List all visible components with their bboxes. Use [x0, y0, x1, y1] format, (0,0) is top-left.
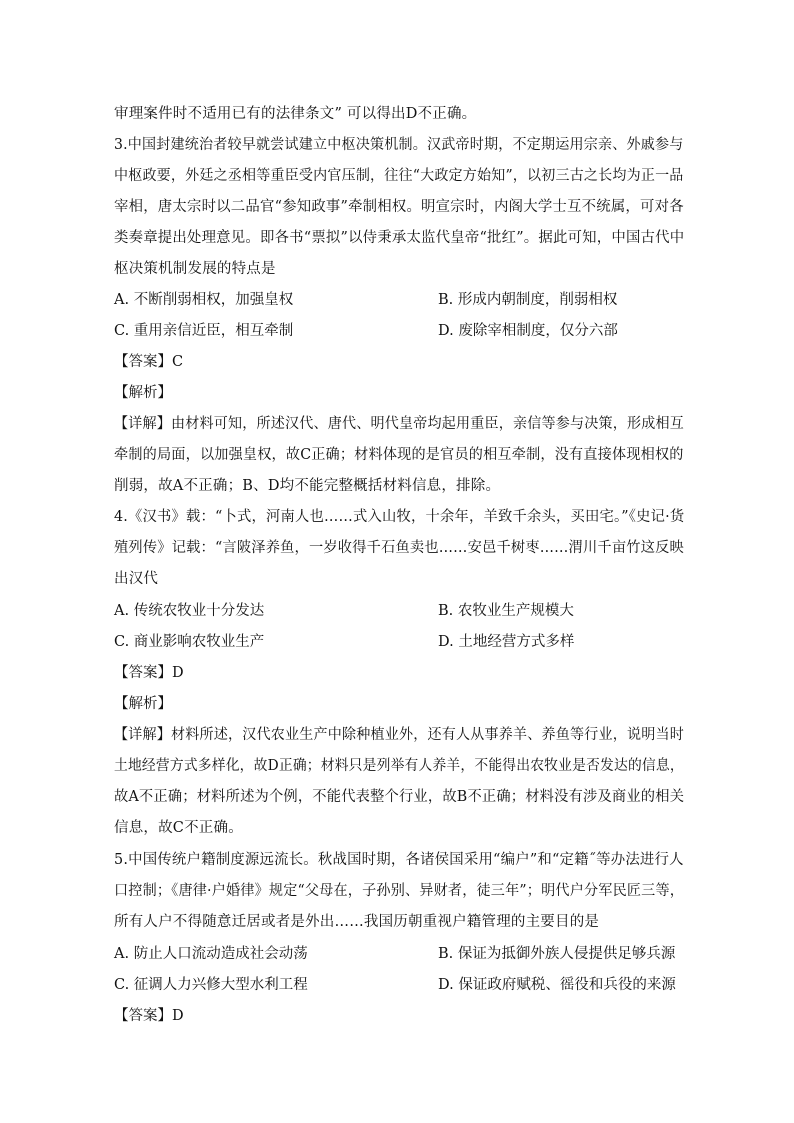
question-5-stem: 5.中国传统户籍制度源远流长。秋战国时期，各诸侯国采用“编户”和“定籍˝等办法进行人	[114, 852, 684, 868]
question-3-stem: 中枢政要，外廷之丞相等重臣受内官压制，往往“大政定方始知”，以初三古之长均为正一品	[114, 168, 684, 184]
question-3-stem: 宰相，唐太宗时以二品官“参知政事”牵制相权。明宣宗时，内阁大学士互不统属，可对各	[114, 199, 684, 215]
question-5-option-d: D. 保证政府赋税、徭役和兵役的来源	[438, 977, 676, 993]
question-5-option-a: A. 防止人口流动造成社会动荡	[114, 946, 308, 962]
question-3-stem: 枢决策机制发展的特点是	[114, 261, 276, 277]
question-5-stem: 所有人户不得随意迁居或者是外出……我国历朝重视户籍管理的主要目的是	[114, 914, 600, 930]
question-5-stem: 口控制；《唐律·户婚律》规定“父母在，子孙别、异财者，徒三年”；明代户分军民匠三等，	[114, 883, 685, 899]
question-5-option-b: B. 保证为抵御外族人侵提供足够兵源	[438, 946, 676, 962]
question-3-explanation: 削弱，故A不正确；B、D均不能完整概括材料信息，排除。	[114, 478, 501, 494]
question-3-explanation: 牵制的局面，以加强皇权，故C正确；材料体现的是官员的相互牵制，没有直接体现相权的	[114, 447, 684, 463]
question-4-analysis-heading: 【解析】	[114, 696, 172, 712]
question-5-option-c: C. 征调人力兴修大型水利工程	[114, 977, 308, 993]
question-3-option-a: A. 不断削弱相权，加强皇权	[114, 292, 294, 308]
question-3-stem: 3.中国封建统治者较早就尝试建立中枢决策机制。汉武帝时期，不定期运用宗亲、外戚参与	[114, 137, 684, 153]
text-line: 审理案件时不适用已有的法律条文” 可以得出D不正确。	[114, 106, 477, 122]
question-4-explanation: 【详解】材料所述，汉代农业生产中除种植业外，还有人从事养羊、养鱼等行业，说明当时	[114, 727, 685, 743]
question-5-answer: 【答案】D	[114, 1008, 184, 1024]
question-3-option-c: C. 重用亲信近臣，相互牵制	[114, 323, 294, 339]
question-4-option-d: D. 土地经营方式多样	[438, 634, 575, 650]
question-3-analysis-heading: 【解析】	[114, 385, 172, 401]
question-3-option-d: D. 废除宰相制度，仅分六部	[438, 323, 618, 339]
question-3-answer: 【答案】C	[114, 354, 184, 370]
question-4-explanation: 故A不正确；材料所述为个例，不能代表整个行业，故B不正确；材料没有涉及商业的相关	[114, 789, 685, 805]
question-4-answer: 【答案】D	[114, 665, 184, 681]
question-3-stem: 类奏章提出处理意见。即各书“票拟”以侍秉承太监代皇帝“批红”。据此可知，中国古代中	[114, 230, 685, 246]
question-4-stem: 4.《汉书》载：“卜式，河南人也……式入山牧，十余年，羊致千余头，买田宅。”《史记·货	[114, 509, 685, 525]
question-4-explanation: 土地经营方式多样化，故D正确；材料只是列举有人养羊，不能得出农牧业是否发达的信息，	[114, 758, 684, 774]
question-4-stem: 殖列传》记载：“言陂泽养鱼，一岁收得千石鱼卖也……安邑千树枣……渭川千亩竹这反映	[114, 540, 684, 556]
question-4-stem: 出汉代	[114, 571, 159, 587]
question-4-explanation: 信息，故C不正确。	[114, 820, 243, 836]
question-4-option-c: C. 商业影响农牧业生产	[114, 634, 265, 650]
question-4-option-b: B. 农牧业生产规模大	[438, 603, 574, 619]
question-3-explanation: 【详解】由材料可知，所述汉代、唐代、明代皇帝均起用重臣，亲信等参与决策，形成相互	[114, 416, 685, 432]
question-3-option-b: B. 形成内朝制度，削弱相权	[438, 292, 618, 308]
question-4-option-a: A. 传统农牧业十分发达	[114, 603, 265, 619]
